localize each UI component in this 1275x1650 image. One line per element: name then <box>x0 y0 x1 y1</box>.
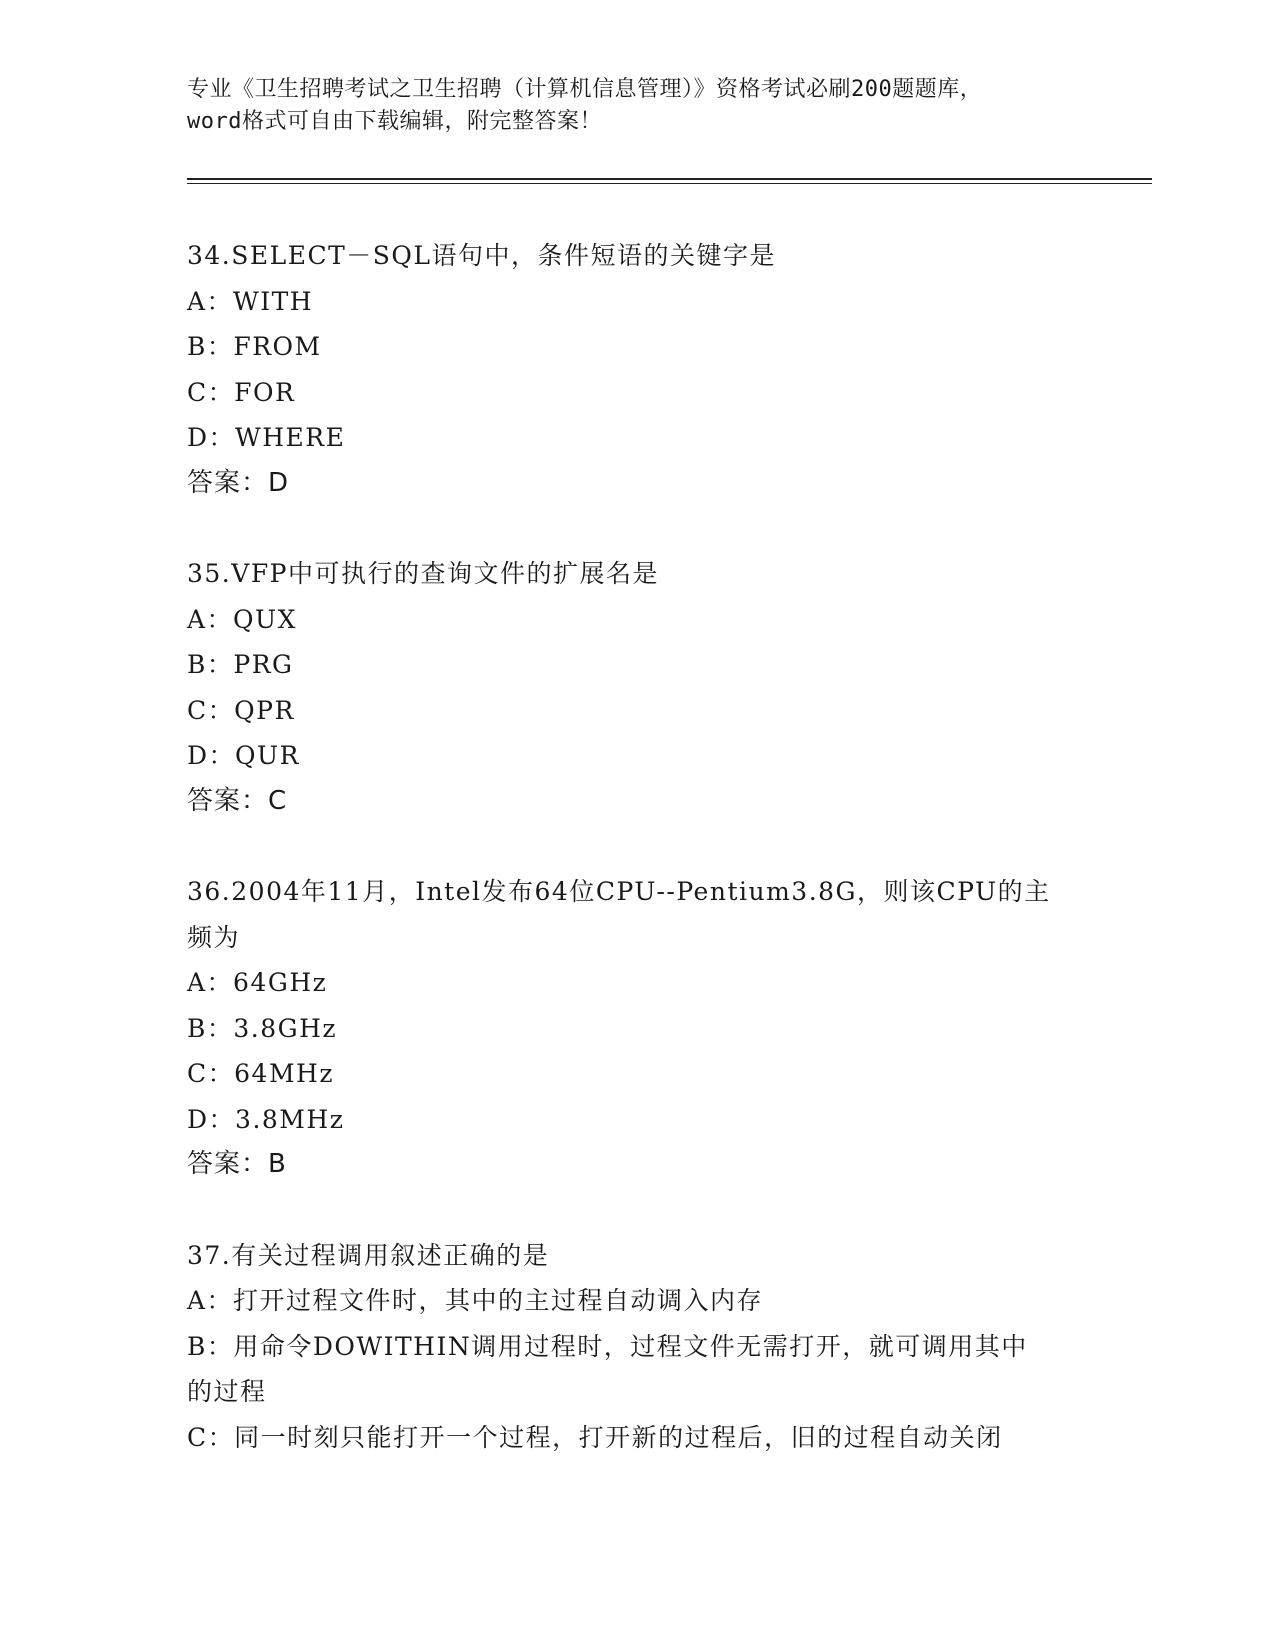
question-34 <box>187 233 1087 506</box>
option-c: C：64MHz <box>187 1059 335 1088</box>
option-d: D：WHERE <box>187 423 346 452</box>
option-b: B：FROM <box>187 332 322 361</box>
option-c: C：QPR <box>187 695 295 725</box>
option-a: A：64GHz <box>187 968 328 997</box>
document-header <box>187 74 1087 138</box>
answer: 答案：D <box>187 467 290 498</box>
option-b: B：PRG <box>187 650 294 679</box>
question-37 <box>187 1233 1087 1461</box>
option-d: D：3.8MHz <box>187 1104 345 1134</box>
spacer <box>187 1188 1087 1233</box>
header-divider-thin <box>187 183 1152 184</box>
header-line-2: word格式可自由下载编辑，附完整答案！ <box>187 109 602 134</box>
question-title: 35.VFP中可执行的查询文件的扩展名是 <box>187 559 659 588</box>
question-list <box>187 233 1087 1460</box>
option-c: C：同一时刻只能打开一个过程，打开新的过程后，旧的过程自动关闭 <box>187 1422 1003 1452</box>
question-title-line-1: 36.2004年11月，Intel发布64位CPU--Pentium3.8G，则该CPU的主 <box>187 877 1051 906</box>
option-d: D：QUR <box>187 741 300 770</box>
header-divider-thick <box>187 178 1152 180</box>
spacer <box>187 824 1087 869</box>
option-a: A：打开过程文件时，其中的主过程自动调入内存 <box>187 1286 764 1315</box>
spacer <box>187 506 1087 551</box>
question-title-line-2: 频为 <box>187 922 241 952</box>
option-b-line-2: 的过程 <box>187 1377 267 1406</box>
answer: 答案：C <box>187 785 288 816</box>
question-35 <box>187 551 1087 824</box>
option-b: B：3.8GHz <box>187 1013 338 1043</box>
header-line-1: 专业《卫生招聘考试之卫生招聘（计算机信息管理）》资格考试必刷200题题库， <box>187 77 983 102</box>
option-c: C：FOR <box>187 377 296 407</box>
question-title: 34.SELECT－SQL语句中，条件短语的关键字是 <box>187 241 777 270</box>
answer: 答案：B <box>187 1149 287 1179</box>
option-b-line-1: B：用命令DOWITHIN调用过程时，过程文件无需打开，就可调用其中 <box>187 1331 1028 1361</box>
option-a: A：QUX <box>187 604 297 634</box>
option-a: A：WITH <box>187 286 314 316</box>
question-36 <box>187 869 1087 1188</box>
question-title: 37.有关过程调用叙述正确的是 <box>187 1240 550 1270</box>
